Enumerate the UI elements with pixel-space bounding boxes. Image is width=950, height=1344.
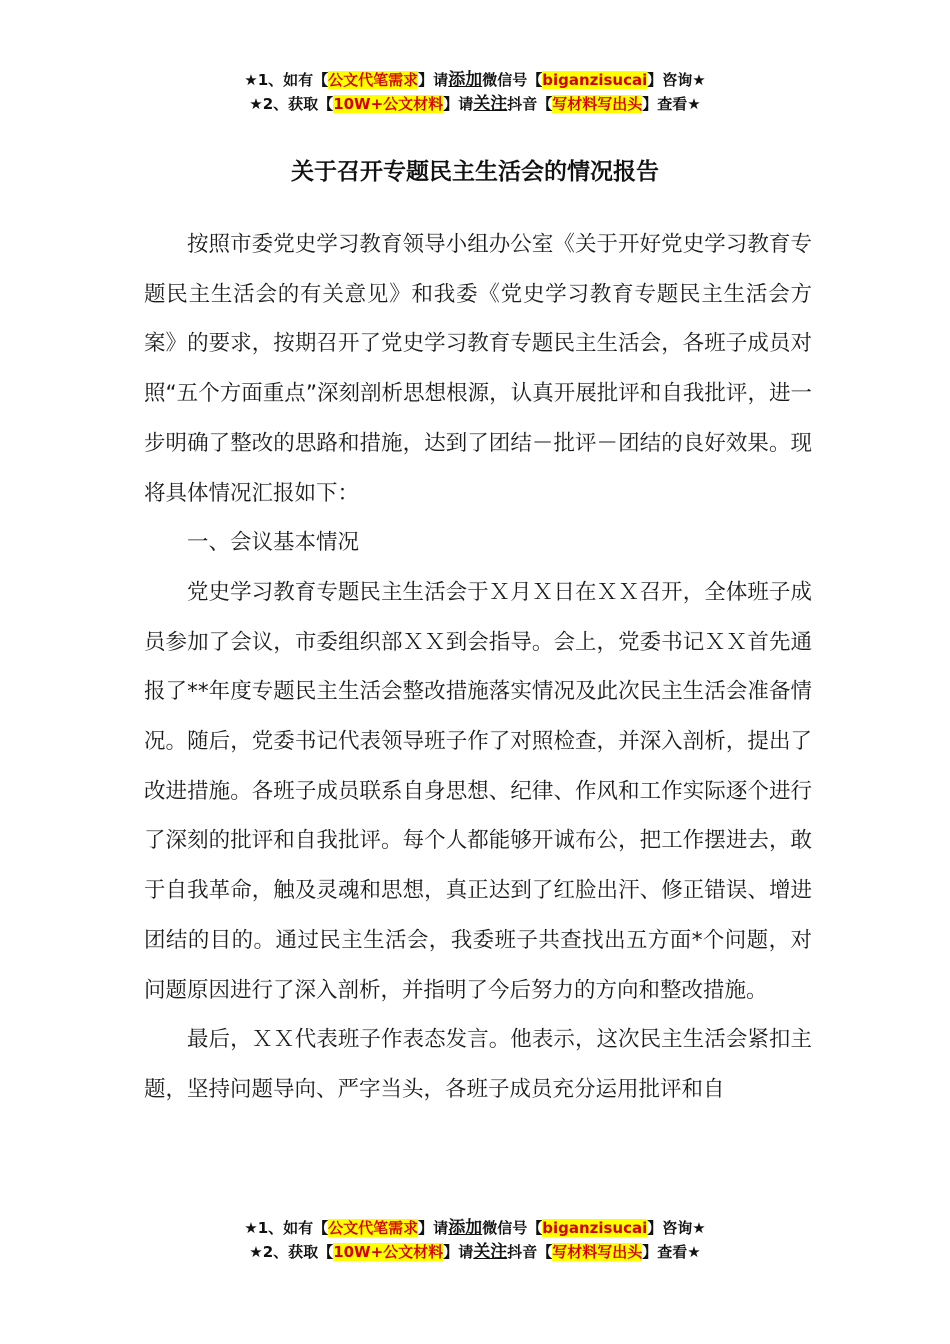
banner-text: 抖音【 [507, 95, 553, 113]
paragraph-closing: 最后，ＸＸ代表班子作表态发言。他表示，这次民主生活会紧扣主题，坚持问题导向、严字当头，各班子成员充分运用批评和自 [144, 1027, 812, 1102]
paragraph-intro: 按照市委党史学习教育领导小组办公室《关于开好党史学习教育专题民主生活会的有关意见》和我委《党史学习教育专题民主生活会方案》的要求，按期召开了党史学习教育专题民主生活会，各班子成员对照“五个方面重点”深刻剖析思想根源，认真开展批评和自我批评，进一步明确了整改的思路和措施，达到了团结－批评－团结的良好效果。现将具体情况汇报如下： [144, 232, 812, 506]
underlined-follow: 关注 [473, 94, 508, 114]
highlight-service: 公文代笔需求 [328, 1219, 419, 1237]
banner-text: 抖音【 [507, 1243, 553, 1261]
footer-banner [0, 1216, 950, 1264]
banner-text: 微信号【 [482, 71, 543, 89]
banner-text: 微信号【 [482, 1219, 543, 1237]
highlight-douyin-account: 写材料写出头 [552, 95, 643, 113]
banner-line-2 [0, 1240, 950, 1264]
highlight-wechat-id: biganzisucai [542, 1219, 648, 1237]
banner-text: 】请 [443, 1243, 474, 1261]
banner-text: 】咨询★ [647, 1219, 706, 1237]
banner-text: ★1、如有【 [244, 1219, 329, 1237]
document-title: 关于召开专题民主生活会的情况报告 [291, 159, 659, 185]
paragraph-meeting-details: 党史学习教育专题民主生活会于Ｘ月Ｘ日在ＸＸ召开，全体班子成员参加了会议，市委组织部ＸＸ到会指导。会上，党委书记ＸＸ首先通报了**年度专题民主生活会整改措施落实情况及此次民主生活会准备情况。随后，党委书记代表领导班子作了对照检查，并深入剖析，提出了改进措施。各班子成员联系自身思想、纪律、作风和工作实际逐个进行了深刻的批评和自我批评。每个人都能够开诚布公，把工作摆进去，敢于自我革命，触及灵魂和思想，真正达到了红脸出汗、修正错误、增进团结的目的。通过民主生活会，我委班子共查找出五方面*个问题，对问题原因进行了深入剖析，并指明了今后努力的方向和整改措施。 [144, 579, 812, 1003]
underlined-add: 添加 [448, 70, 483, 90]
section-heading: 一、会议基本情况 [187, 530, 360, 556]
document-body [144, 220, 812, 1115]
banner-text: ★2、获取【 [249, 1243, 334, 1261]
banner-line-2 [0, 92, 950, 116]
banner-line-1 [0, 68, 950, 92]
banner-text: 】请 [418, 71, 449, 89]
highlight-materials: 10W+公文材料 [333, 1243, 444, 1261]
banner-text: 】查看★ [642, 95, 701, 113]
banner-text: 】请 [418, 1219, 449, 1237]
banner-text: 】咨询★ [647, 71, 706, 89]
banner-text: 】请 [443, 95, 474, 113]
underlined-follow: 关注 [473, 1242, 508, 1262]
banner-line-1 [0, 1216, 950, 1240]
highlight-materials: 10W+公文材料 [333, 95, 444, 113]
highlight-wechat-id: biganzisucai [542, 71, 648, 89]
banner-text: 】查看★ [642, 1243, 701, 1261]
highlight-douyin-account: 写材料写出头 [552, 1243, 643, 1261]
underlined-add: 添加 [448, 1218, 483, 1238]
banner-text: ★1、如有【 [244, 71, 329, 89]
banner-text: ★2、获取【 [249, 95, 334, 113]
header-banner [0, 68, 950, 116]
highlight-service: 公文代笔需求 [328, 71, 419, 89]
